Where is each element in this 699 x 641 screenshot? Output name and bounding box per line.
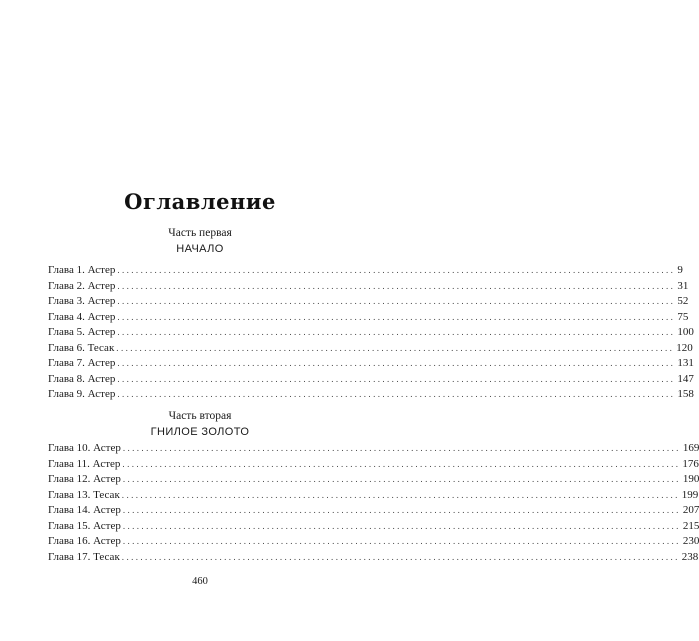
- chapter-page: 9: [677, 264, 683, 276]
- dot-leader: ........................................................................................................................: [122, 520, 681, 531]
- chapter-title: Глава 14. Астер: [48, 504, 121, 516]
- dot-leader: ........................................................................................................................: [122, 443, 681, 453]
- dot-leader: ........................................................................................................................: [117, 265, 676, 275]
- toc-row: [48, 442, 699, 458]
- chapter-page: 120: [676, 341, 693, 354]
- toc-row: [48, 473, 699, 489]
- toc-row: [48, 535, 699, 551]
- dot-leader: ........................................................................................................................: [117, 327, 676, 337]
- chapter-page: 158: [677, 388, 694, 400]
- chapter-page: 176: [682, 457, 699, 470]
- chapter-page: 207: [682, 504, 699, 516]
- toc-row: [48, 550, 699, 567]
- toc-part-two: [48, 442, 699, 566]
- chapter-title: Глава 5. Астер: [48, 326, 116, 338]
- chapter-page: 230: [682, 535, 699, 547]
- part-name: НАЧАЛО: [176, 243, 224, 255]
- dot-leader: ........................................................................................................................: [117, 389, 676, 399]
- toc-part-one: [48, 264, 694, 404]
- dot-leader: ........................................................................................................................: [121, 489, 680, 500]
- page-title: Оглавление: [124, 189, 276, 214]
- dot-leader: ........................................................................................................................: [117, 358, 676, 368]
- toc-row: [48, 264, 683, 280]
- toc-row: [48, 519, 699, 536]
- toc-row: [48, 326, 694, 342]
- toc-row: [48, 372, 694, 389]
- toc-row: [48, 504, 699, 520]
- chapter-page: 100: [677, 326, 694, 338]
- toc-row: [48, 295, 689, 311]
- dot-leader: ........................................................................................................................: [122, 505, 681, 515]
- chapter-page: 52: [677, 295, 689, 307]
- chapter-title: Глава 6. Тесак: [48, 341, 115, 354]
- chapter-page: 190: [682, 473, 699, 485]
- toc-row: [48, 457, 699, 474]
- dot-leader: ........................................................................................................................: [122, 536, 681, 546]
- part-one-header: [0, 226, 400, 257]
- chapter-page: 75: [677, 310, 689, 323]
- chapter-title: Глава 10. Астер: [48, 442, 121, 454]
- toc-row: [48, 357, 694, 373]
- chapter-page: 169: [682, 442, 699, 454]
- chapter-page: 131: [677, 357, 694, 369]
- chapter-title: Глава 15. Астер: [48, 519, 121, 532]
- chapter-title: Глава 16. Астер: [48, 535, 121, 547]
- dot-leader: ........................................................................................................................: [117, 373, 676, 384]
- part-label: Часть первая: [168, 227, 232, 239]
- chapter-title: Глава 7. Астер: [48, 357, 116, 369]
- chapter-page: 147: [677, 372, 694, 385]
- chapter-title: Глава 11. Астер: [48, 457, 121, 470]
- chapter-title: Глава 1. Астер: [48, 264, 116, 276]
- chapter-title: Глава 13. Тесак: [48, 488, 120, 501]
- part-name: ГНИЛОЕ ЗОЛОТО: [150, 426, 250, 438]
- toc-row: [48, 279, 689, 296]
- chapter-page: 238: [681, 550, 699, 563]
- part-label: Часть вторая: [168, 410, 232, 422]
- dot-leader: ........................................................................................................................: [121, 551, 680, 562]
- toc-row: [48, 341, 693, 358]
- toc-row: [48, 388, 694, 404]
- toc-row: [48, 488, 699, 505]
- chapter-page: 31: [677, 279, 689, 292]
- chapter-page: 199: [681, 488, 699, 501]
- chapter-title: Глава 12. Астер: [48, 473, 121, 485]
- chapter-title: Глава 17. Тесак: [48, 550, 120, 563]
- chapter-title: Глава 2. Астер: [48, 279, 116, 292]
- chapter-title: Глава 9. Астер: [48, 388, 116, 400]
- page-number: 460: [192, 576, 208, 587]
- dot-leader: ........................................................................................................................: [122, 474, 681, 484]
- chapter-title: Глава 8. Астер: [48, 372, 116, 385]
- dot-leader: ........................................................................................................................: [117, 311, 676, 322]
- chapter-page: 215: [682, 519, 699, 532]
- toc-row: [48, 310, 689, 327]
- dot-leader: ........................................................................................................................: [116, 342, 675, 353]
- chapter-title: Глава 4. Астер: [48, 310, 116, 323]
- part-two-header: [0, 409, 400, 440]
- dot-leader: ........................................................................................................................: [117, 280, 676, 291]
- dot-leader: ........................................................................................................................: [122, 458, 681, 469]
- chapter-title: Глава 3. Астер: [48, 295, 116, 307]
- dot-leader: ........................................................................................................................: [117, 296, 676, 306]
